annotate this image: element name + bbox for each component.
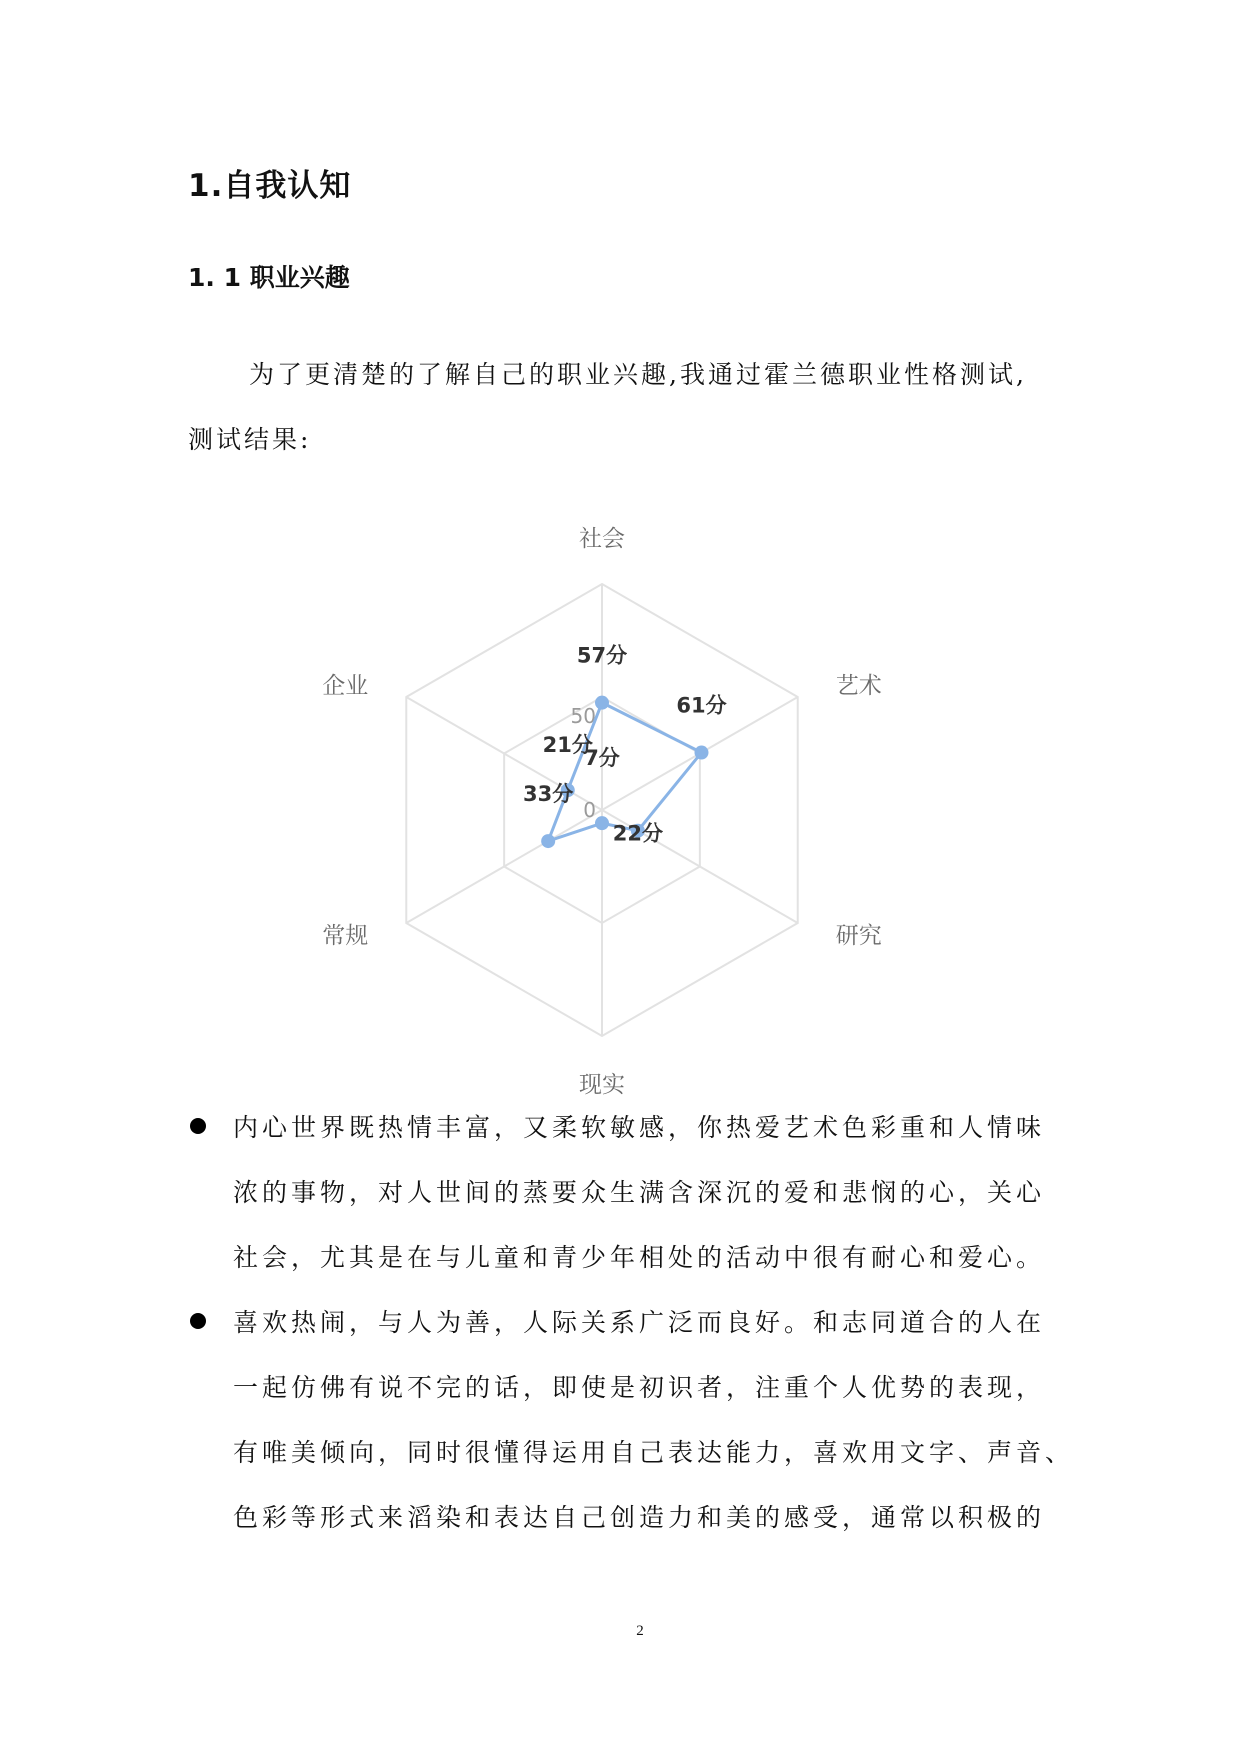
holland-radar-chart xyxy=(0,500,1241,1098)
bullet-2-line: 喜欢热闹，与人为善，人际关系广泛而良好。和志同道合的人在 xyxy=(233,1308,1046,1337)
radar-value-label: 61分 xyxy=(676,693,727,718)
bullet-1-line: 社会，尤其是在与儿童和青少年相处的活动中很有耐心和爱心。 xyxy=(233,1243,1046,1272)
radar-axis-label: 现实 xyxy=(579,1072,625,1098)
bullet-1-line: 内心世界既热情丰富，又柔软敏感，你热爱艺术色彩重和人情味 xyxy=(233,1113,1046,1142)
radar-axis-label: 常规 xyxy=(322,923,369,949)
subsection-heading: 1. 1 职业兴趣 xyxy=(188,263,350,292)
bullet-icon xyxy=(190,1313,206,1329)
radar-point xyxy=(595,816,609,830)
section-heading: 1.自我认知 xyxy=(188,168,352,204)
radar-axis-label: 研究 xyxy=(835,923,882,949)
radar-value-label: 7分 xyxy=(584,746,620,771)
radar-value-label: 57分 xyxy=(576,643,628,668)
bullet-2-line: 有唯美倾向，同时很懂得运用自己表达能力，喜欢用文字、声音、 xyxy=(233,1438,1075,1467)
radar-point xyxy=(595,696,609,710)
radar-point xyxy=(541,834,555,848)
intro-paragraph-line-2: 测试结果: xyxy=(188,425,312,454)
radar-axis-label: 艺术 xyxy=(835,673,882,699)
bullet-2-line: 色彩等形式来滔染和表达自己创造力和美的感受，通常以积极的 xyxy=(233,1503,1046,1532)
radar-value-label: 33分 xyxy=(523,782,574,807)
radar-tick-label: 0 xyxy=(583,798,596,822)
bullet-2-line: 一起仿佛有说不完的话，即使是初识者，注重个人优势的表现， xyxy=(233,1373,1046,1402)
radar-axis-label: 企业 xyxy=(322,673,369,699)
radar-value-label: 21分 xyxy=(542,733,593,758)
radar-point xyxy=(694,746,708,760)
bullet-icon xyxy=(190,1118,206,1134)
bullet-1-line: 浓的事物，对人世间的蒸要众生满含深沉的爱和悲悯的心，关心 xyxy=(233,1178,1046,1207)
radar-tick-label: 50 xyxy=(570,703,596,728)
radar-axis-label: 社会 xyxy=(579,526,625,552)
intro-paragraph-line-1: 为了更清楚的了解自己的职业兴趣,我通过霍兰德职业性格测试, xyxy=(249,360,1027,389)
page-number: 2 xyxy=(636,1623,644,1639)
radar-value-label: 22分 xyxy=(612,821,663,846)
